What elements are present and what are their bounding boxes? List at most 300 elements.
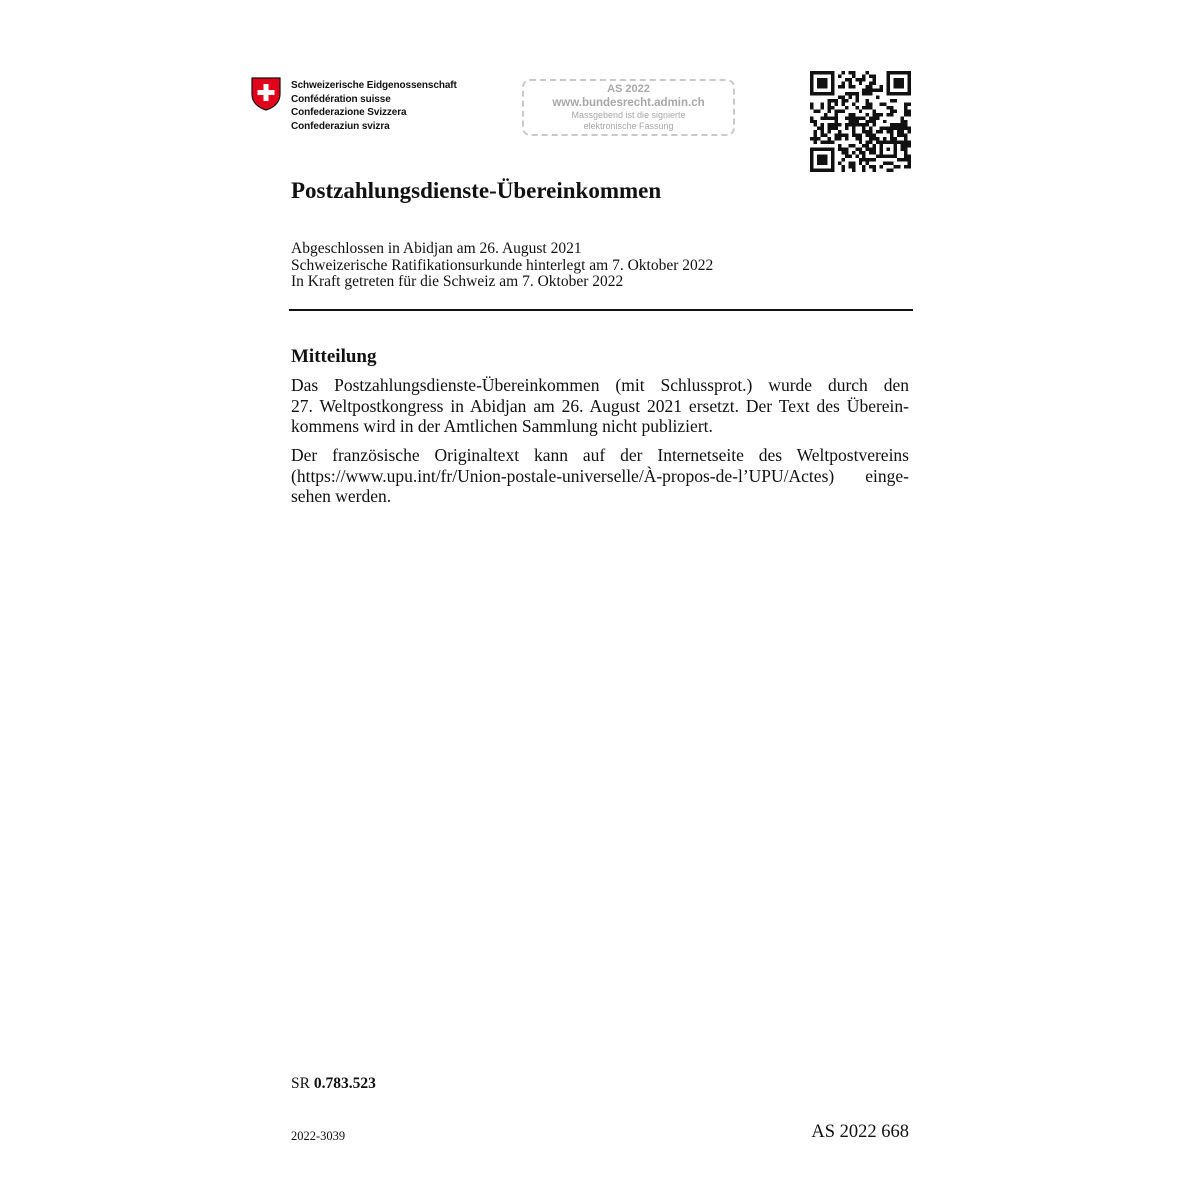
qr-module — [824, 134, 827, 137]
qr-module — [904, 148, 907, 151]
qr-module — [904, 92, 907, 95]
paragraph-original-text — [291, 445, 909, 507]
qr-module — [827, 102, 830, 105]
qr-module — [855, 137, 858, 140]
qr-module — [859, 137, 862, 140]
qr-module — [908, 158, 911, 161]
qr-module — [890, 71, 893, 74]
qr-module — [820, 158, 823, 161]
qr-module — [908, 162, 911, 165]
qr-module — [901, 78, 904, 81]
qr-module — [904, 123, 907, 126]
qr-module — [834, 123, 837, 126]
qr-module — [820, 85, 823, 88]
qr-module — [873, 134, 876, 137]
qr-module — [901, 130, 904, 133]
qr-module — [810, 137, 813, 140]
qr-module — [890, 123, 893, 126]
qr-module — [873, 120, 876, 123]
qr-module — [810, 151, 813, 154]
qr-module — [866, 123, 869, 126]
qr-module — [848, 92, 851, 95]
qr-module — [852, 85, 855, 88]
qr-module — [813, 71, 816, 74]
qr-module — [904, 134, 907, 137]
qr-module — [894, 155, 897, 158]
qr-module — [852, 113, 855, 116]
qr-module — [862, 165, 865, 168]
qr-module — [904, 144, 907, 147]
qr-module — [883, 137, 886, 140]
qr-module — [869, 158, 872, 161]
paragraph-line: sehen werden. — [291, 486, 392, 506]
qr-module — [869, 148, 872, 151]
qr-module — [817, 109, 820, 112]
qr-module — [880, 155, 883, 158]
qr-module — [883, 127, 886, 130]
qr-module — [880, 148, 883, 151]
qr-module — [820, 130, 823, 133]
qr-module — [824, 81, 827, 84]
qr-module — [890, 169, 893, 172]
qr-module — [820, 102, 823, 105]
qr-module — [869, 130, 872, 133]
qr-module — [852, 92, 855, 95]
qr-module — [897, 123, 900, 126]
qr-module — [859, 116, 862, 119]
qr-module — [834, 137, 837, 140]
qr-module — [817, 127, 820, 130]
qr-module — [852, 102, 855, 105]
qr-module — [834, 127, 837, 130]
qr-module — [894, 148, 897, 151]
confederation-name-de: Schweizerische Eidgenossenschaft — [291, 80, 457, 91]
confederation-name-rm: Confederaziun svizra — [291, 120, 390, 132]
qr-module — [876, 95, 879, 98]
date-concluded: Abgeschlossen in Abidjan am 26. August 2021 — [291, 240, 582, 257]
qr-module — [831, 158, 834, 161]
qr-module — [817, 137, 820, 140]
stamp-collection: AS 2022 — [607, 83, 650, 95]
qr-module — [820, 92, 823, 95]
qr-code-icon — [810, 71, 911, 172]
qr-module — [873, 148, 876, 151]
qr-module — [887, 148, 890, 151]
qr-module — [838, 74, 841, 77]
qr-module — [890, 127, 893, 130]
qr-module — [852, 74, 855, 77]
qr-module — [820, 141, 823, 144]
qr-module — [831, 88, 834, 91]
qr-module — [855, 120, 858, 123]
qr-module — [810, 78, 813, 81]
qr-module — [876, 113, 879, 116]
stamp-note-1: Massgebend ist die signierte — [571, 110, 686, 120]
qr-module — [817, 92, 820, 95]
qr-module — [876, 130, 879, 133]
paragraph-line: (https://www.upu.int/fr/Union-postale-universelle/À-propos-de-l’UPU/Actes) einge- — [291, 465, 909, 486]
qr-module — [824, 78, 827, 81]
qr-module — [845, 137, 848, 140]
qr-module — [873, 116, 876, 119]
qr-module — [866, 120, 869, 123]
qr-module — [887, 141, 890, 144]
qr-module — [862, 123, 865, 126]
qr-module — [831, 78, 834, 81]
qr-module — [904, 137, 907, 140]
qr-module — [841, 81, 844, 84]
qr-module — [894, 99, 897, 102]
qr-module — [817, 158, 820, 161]
qr-module — [897, 81, 900, 84]
qr-module — [834, 120, 837, 123]
qr-module — [859, 162, 862, 165]
qr-module — [862, 127, 865, 130]
qr-module — [908, 127, 911, 130]
qr-module — [820, 81, 823, 84]
official-publication-stamp — [522, 79, 735, 136]
qr-module — [866, 148, 869, 151]
qr-module — [873, 165, 876, 168]
qr-module — [901, 85, 904, 88]
qr-module — [883, 155, 886, 158]
document-number: 2022-3039 — [291, 1129, 346, 1143]
qr-module — [904, 141, 907, 144]
qr-module — [873, 144, 876, 147]
qr-module — [841, 165, 844, 168]
qr-module — [848, 71, 851, 74]
qr-module — [827, 116, 830, 119]
qr-module — [810, 71, 813, 74]
qr-module — [897, 130, 900, 133]
confederation-name-fr: Confédération suisse — [291, 93, 391, 105]
qr-module — [890, 113, 893, 116]
qr-module — [887, 71, 890, 74]
qr-module — [890, 106, 893, 109]
qr-module — [890, 137, 893, 140]
qr-module — [862, 144, 865, 147]
qr-module — [841, 71, 844, 74]
qr-module — [831, 148, 834, 151]
qr-module — [880, 102, 883, 105]
qr-module — [824, 92, 827, 95]
qr-module — [831, 74, 834, 77]
qr-module — [873, 151, 876, 154]
qr-module — [848, 78, 851, 81]
qr-module — [869, 120, 872, 123]
qr-module — [827, 99, 830, 102]
qr-module — [827, 109, 830, 112]
qr-module — [817, 148, 820, 151]
qr-module — [894, 151, 897, 154]
qr-module — [866, 162, 869, 165]
qr-module — [883, 141, 886, 144]
qr-module — [866, 144, 869, 147]
qr-module — [904, 158, 907, 161]
qr-module — [880, 141, 883, 144]
qr-module — [859, 123, 862, 126]
stamp-website: www.bundesrecht.admin.ch — [552, 97, 705, 109]
qr-module — [876, 116, 879, 119]
qr-module — [810, 165, 813, 168]
qr-module — [908, 109, 911, 112]
qr-module — [820, 169, 823, 172]
qr-module — [887, 169, 890, 172]
qr-module — [820, 116, 823, 119]
qr-module — [848, 155, 851, 158]
paragraph-line: kommens wird in der Amtlichen Sammlung nicht publiziert. — [291, 416, 713, 436]
qr-module — [869, 116, 872, 119]
qr-module — [904, 113, 907, 116]
qr-module — [897, 71, 900, 74]
qr-module — [904, 155, 907, 158]
qr-module — [869, 151, 872, 154]
qr-module — [852, 127, 855, 130]
qr-module — [862, 92, 865, 95]
qr-module — [831, 169, 834, 172]
qr-module — [824, 85, 827, 88]
qr-module — [831, 92, 834, 95]
qr-module — [824, 141, 827, 144]
qr-module — [810, 116, 813, 119]
qr-module — [894, 123, 897, 126]
qr-module — [845, 106, 848, 109]
qr-module — [908, 141, 911, 144]
qr-module — [852, 134, 855, 137]
qr-module — [838, 134, 841, 137]
qr-module — [855, 134, 858, 137]
qr-module — [831, 141, 834, 144]
qr-module — [845, 148, 848, 151]
qr-module — [887, 106, 890, 109]
qr-module — [887, 92, 890, 95]
qr-module — [813, 92, 816, 95]
confederation-name-it: Confederazione Svizzera — [291, 107, 407, 118]
qr-module — [827, 141, 830, 144]
qr-module — [810, 81, 813, 84]
qr-module — [887, 78, 890, 81]
qr-module — [838, 144, 841, 147]
qr-module — [880, 144, 883, 147]
qr-module — [813, 134, 816, 137]
qr-module — [897, 85, 900, 88]
qr-module — [838, 148, 841, 151]
qr-module — [810, 74, 813, 77]
qr-module — [869, 102, 872, 105]
qr-module — [887, 155, 890, 158]
paragraph-line: Der französische Originaltext kann auf der Internetseite des Weltpostvereins — [291, 445, 909, 465]
qr-module — [859, 151, 862, 154]
qr-module — [894, 144, 897, 147]
qr-module — [866, 99, 869, 102]
qr-module — [834, 102, 837, 105]
qr-module — [862, 158, 865, 161]
qr-module — [827, 130, 830, 133]
qr-module — [873, 169, 876, 172]
qr-module — [820, 134, 823, 137]
qr-module — [834, 109, 837, 112]
qr-module — [824, 162, 827, 165]
qr-module — [873, 88, 876, 91]
qr-module — [901, 92, 904, 95]
qr-module — [880, 130, 883, 133]
qr-module — [894, 92, 897, 95]
qr-module — [852, 162, 855, 165]
qr-module — [859, 81, 862, 84]
qr-module — [855, 95, 858, 98]
qr-module — [810, 92, 813, 95]
qr-module — [817, 85, 820, 88]
qr-module — [824, 71, 827, 74]
qr-module — [869, 81, 872, 84]
qr-module — [827, 106, 830, 109]
qr-module — [834, 134, 837, 137]
qr-module — [859, 141, 862, 144]
qr-module — [831, 127, 834, 130]
qr-module — [866, 85, 869, 88]
qr-module — [855, 106, 858, 109]
qr-module — [820, 127, 823, 130]
qr-module — [813, 137, 816, 140]
qr-module — [897, 134, 900, 137]
qr-module — [824, 155, 827, 158]
qr-module — [908, 102, 911, 105]
qr-module — [873, 158, 876, 161]
qr-module — [813, 109, 816, 112]
qr-module — [824, 116, 827, 119]
qr-module — [908, 74, 911, 77]
qr-module — [894, 137, 897, 140]
qr-module — [810, 88, 813, 91]
qr-module — [813, 123, 816, 126]
qr-module — [845, 134, 848, 137]
qr-module — [908, 165, 911, 168]
qr-module — [866, 130, 869, 133]
qr-module — [810, 169, 813, 172]
qr-module — [869, 92, 872, 95]
qr-module — [810, 106, 813, 109]
qr-module — [834, 99, 837, 102]
qr-module — [904, 106, 907, 109]
qr-module — [831, 99, 834, 102]
qr-module — [838, 123, 841, 126]
qr-module — [880, 165, 883, 168]
horizontal-divider — [289, 309, 913, 311]
qr-module — [894, 81, 897, 84]
qr-module — [876, 141, 879, 144]
qr-module — [827, 137, 830, 140]
qr-module — [855, 78, 858, 81]
qr-module — [873, 137, 876, 140]
qr-module — [855, 99, 858, 102]
qr-module — [848, 144, 851, 147]
qr-module — [901, 123, 904, 126]
qr-module — [869, 85, 872, 88]
qr-module — [908, 113, 911, 116]
qr-module — [827, 123, 830, 126]
qr-module — [813, 169, 816, 172]
qr-module — [827, 148, 830, 151]
qr-module — [869, 165, 872, 168]
qr-module — [862, 106, 865, 109]
qr-module — [831, 71, 834, 74]
qr-module — [813, 141, 816, 144]
qr-module — [862, 151, 865, 154]
qr-module — [827, 127, 830, 130]
qr-module — [908, 155, 911, 158]
qr-module — [859, 148, 862, 151]
qr-module — [838, 137, 841, 140]
qr-module — [876, 155, 879, 158]
qr-module — [845, 127, 848, 130]
qr-module — [866, 141, 869, 144]
qr-module — [841, 102, 844, 105]
qr-module — [862, 155, 865, 158]
qr-module — [852, 130, 855, 133]
qr-module — [834, 113, 837, 116]
qr-module — [817, 169, 820, 172]
qr-module — [866, 88, 869, 91]
qr-module — [845, 151, 848, 154]
qr-module — [841, 95, 844, 98]
qr-module — [824, 169, 827, 172]
stamp-note-2: elektronische Fassung — [583, 121, 674, 131]
document-dates — [291, 241, 713, 291]
qr-module — [859, 134, 862, 137]
qr-module — [862, 116, 865, 119]
qr-module — [841, 151, 844, 154]
qr-module — [901, 81, 904, 84]
qr-module — [869, 141, 872, 144]
qr-module — [897, 141, 900, 144]
qr-module — [908, 88, 911, 91]
qr-module — [862, 130, 865, 133]
qr-module — [845, 78, 848, 81]
as-reference: AS 2022 668 — [811, 1122, 909, 1142]
qr-module — [887, 88, 890, 91]
date-in-force: In Kraft getreten für die Schweiz am 7. Oktober 2022 — [291, 273, 624, 290]
qr-module — [873, 78, 876, 81]
qr-module — [848, 95, 851, 98]
qr-module — [901, 116, 904, 119]
qr-module — [862, 88, 865, 91]
paragraph-line: Das Postzahlungsdienste-Übereinkommen (mit Schlussprot.) wurde durch den — [291, 375, 909, 395]
qr-module — [820, 71, 823, 74]
qr-module — [817, 71, 820, 74]
qr-module — [890, 92, 893, 95]
qr-module — [901, 120, 904, 123]
qr-module — [890, 130, 893, 133]
qr-module — [908, 85, 911, 88]
sr-prefix: SR — [291, 1075, 310, 1092]
qr-module — [820, 162, 823, 165]
qr-module — [838, 130, 841, 133]
qr-module — [848, 162, 851, 165]
qr-module — [810, 148, 813, 151]
qr-module — [859, 158, 862, 161]
qr-module — [852, 151, 855, 154]
qr-module — [887, 81, 890, 84]
qr-module — [855, 92, 858, 95]
qr-module — [869, 74, 872, 77]
qr-module — [845, 99, 848, 102]
section-heading: Mitteilung — [291, 346, 377, 367]
qr-module — [890, 134, 893, 137]
date-ratification: Schweizerische Ratifikationsurkunde hinterlegt am 7. Oktober 2022 — [291, 256, 714, 274]
qr-module — [862, 169, 865, 172]
qr-module — [887, 130, 890, 133]
qr-module — [890, 162, 893, 165]
